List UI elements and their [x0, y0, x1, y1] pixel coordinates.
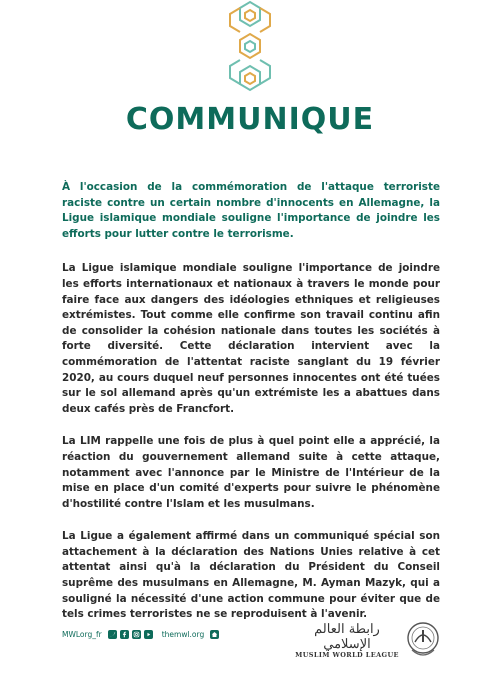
logo-arabic-text: رابطة العالم الإسلامي [314, 622, 380, 652]
facebook-icon[interactable] [120, 630, 129, 639]
body-paragraph-1: La Ligue islamique mondiale souligne l'importance de joindre les efforts internationaux et nationaux à travers le monde pour faire face aux dangers des idéologies ethniques et religieuses extrémistes. Tout comme elle confirme son travail continu afin de consolider la cohésion nationale dans toutes les sociétés à forte diversité. Cette déclaration intervient avec la commémoration de l'attentat raciste sanglant du 19 février 2020, au cours duquel neuf personnes innocentes ont été tuées sur le sol allemand après qu'un extrémiste les a abattues dans deux cafés près de Francfort. [62, 262, 440, 415]
mwl-emblem-icon [406, 620, 440, 662]
logo-english-text: MUSLIM WORLD LEAGUE [295, 651, 399, 659]
social-handle: MWLorg_fr [62, 630, 102, 639]
website-link[interactable]: themwl.org [161, 630, 205, 639]
youtube-icon[interactable] [144, 630, 153, 639]
social-links [62, 630, 219, 639]
footer [62, 618, 440, 668]
body-paragraph-2: La LIM rappelle une fois de plus à quel point elle a apprécié, la réaction du gouvernement allemand suite à cette attaque, notamment avec l'annonce par le Ministre de l'Intérieur de la mise en place d'un comité d'experts pour suivre le phénomène d'hostilité contre l'Islam et les musulmans. [62, 435, 440, 510]
mwl-logo [290, 618, 440, 668]
communique-body [62, 180, 440, 640]
home-icon[interactable] [210, 630, 219, 639]
page-title: COMMUNIQUE [125, 102, 375, 137]
instagram-icon[interactable] [132, 630, 141, 639]
body-paragraph-3: La Ligue a également affirmé dans un communiqué spécial son attachement à la déclaration des Nations Unies relative à cet attentat ainsi qu'à la déclaration du Président du Conseil suprême des musulmans en Allemagne, M. Ayman Mazyk, qui a souligné la nécessité d'une action commune pour éviter que de tels crimes terroristes ne se reproduisent à l'avenir. [62, 530, 440, 621]
lead-paragraph: À l'occasion de la commémoration de l'attaque terroriste raciste contre un certain nombre d'innocents en Allemagne, la Ligue islamique mondiale souligne l'importance de joindre les efforts pour lutter contre le terrorisme. [62, 181, 440, 240]
decorative-hexagon-ornament [212, 0, 288, 92]
twitter-icon[interactable] [108, 630, 117, 639]
